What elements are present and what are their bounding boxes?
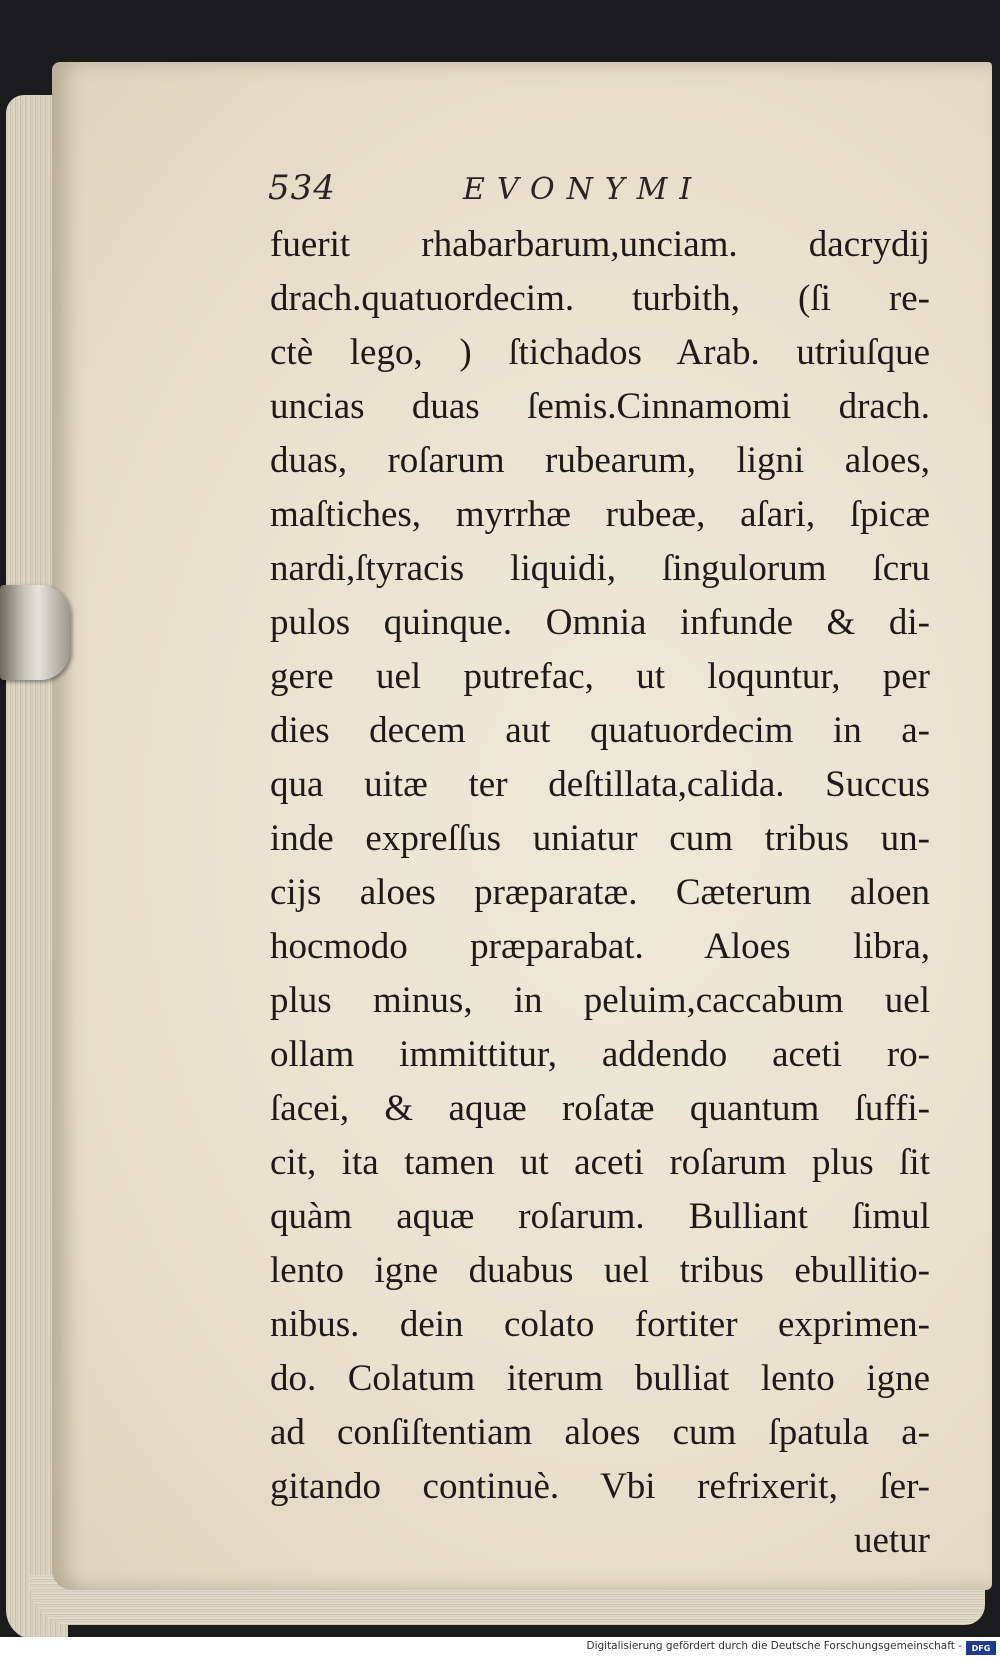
page-header xyxy=(268,168,768,218)
folio-number: 534 xyxy=(268,168,336,208)
dfg-logo-icon: DFG xyxy=(966,1641,996,1655)
text-line: uncias duas ſemis.Cinnamomi drach. xyxy=(270,386,930,427)
text-line: ſacei, & aquæ roſatæ quantum ſuffi- xyxy=(270,1088,930,1129)
digitization-footer xyxy=(0,1637,1000,1661)
body-text xyxy=(270,218,930,1568)
text-line: dies decem aut quatuordecim in a- xyxy=(270,710,930,751)
metal-clasp xyxy=(0,585,70,680)
text-line: cijs aloes præparatæ. Cæterum aloen xyxy=(270,872,930,913)
text-line: inde expreſſus uniatur cum tribus un- xyxy=(270,818,930,859)
text-line: nibus. dein colato fortiter exprimen- xyxy=(270,1304,930,1345)
text-line: duas, roſarum rubearum, ligni aloes, xyxy=(270,440,930,481)
text-line: lento igne duabus uel tribus ebullitio- xyxy=(270,1250,930,1291)
text-line: pulos quinque. Omnia infunde & di- xyxy=(270,602,930,643)
text-line: quàm aquæ roſarum. Bulliant ſimul xyxy=(270,1196,930,1237)
text-line: gere uel putrefac, ut loquntur, per xyxy=(270,656,930,697)
text-line: gitando continuè. Vbi refrixerit, ſer- xyxy=(270,1466,930,1507)
funding-credit: Digitalisierung gefördert durch die Deutsche Forschungsgemeinschaft - xyxy=(586,1640,962,1652)
text-line: nardi,ſtyracis liquidi, ſingulorum ſcru xyxy=(270,548,930,589)
text-line: plus minus, in peluim,caccabum uel xyxy=(270,980,930,1021)
text-line: ctè lego, ) ſtichados Arab. utriuſque xyxy=(270,332,930,373)
text-line: ad conſiſtentiam aloes cum ſpatula a- xyxy=(270,1412,930,1453)
text-line: cit, ita tamen ut aceti roſarum plus ſit xyxy=(270,1142,930,1183)
text-line: ollam immittitur, addendo aceti ro- xyxy=(270,1034,930,1075)
text-line: fuerit rhabarbarum,unciam. dacrydij xyxy=(270,224,930,265)
catchword: uetur xyxy=(853,1520,930,1561)
text-line: hocmodo præparabat. Aloes libra, xyxy=(270,926,930,967)
text-line: drach.quatuordecim. turbith, (ſi re- xyxy=(270,278,930,319)
running-head: EVONYMI xyxy=(463,172,704,207)
text-line: qua uitæ ter deſtillata,calida. Succus xyxy=(270,764,930,805)
text-line: maſtiches, myrrhæ rubeæ, aſari, ſpicæ xyxy=(270,494,930,535)
text-line: do. Colatum iterum bulliat lento igne xyxy=(270,1358,930,1399)
